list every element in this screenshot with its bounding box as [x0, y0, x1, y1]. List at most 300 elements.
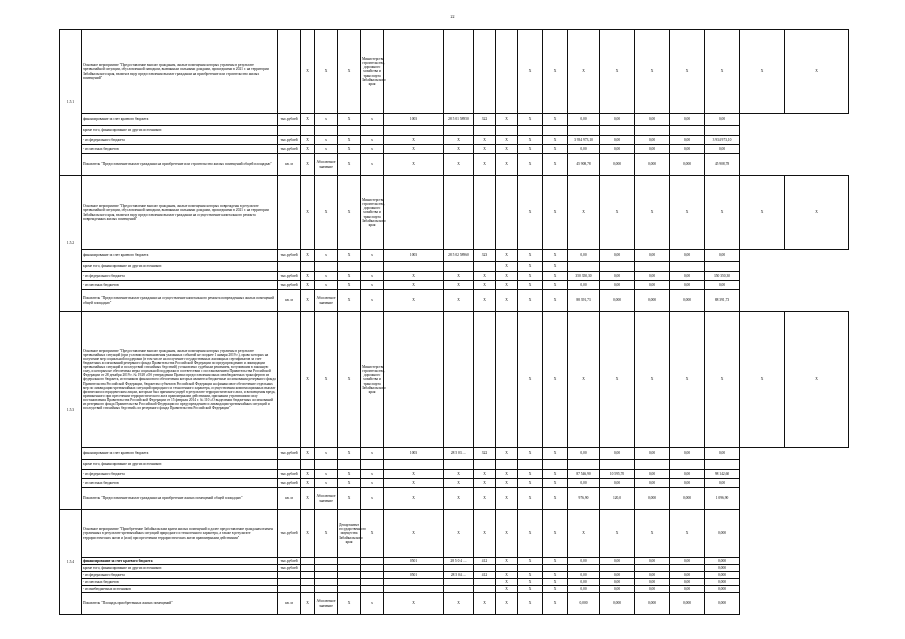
table-cell — [384, 126, 444, 136]
table-cell — [278, 460, 301, 470]
table-cell: 0,00 — [705, 114, 740, 126]
table-cell — [568, 565, 600, 572]
table-cell — [568, 262, 600, 272]
table-cell — [315, 565, 338, 572]
table-cell: X — [518, 488, 543, 510]
table-cell: 0,00 — [670, 250, 705, 262]
table-cell: 0,00 — [635, 250, 670, 262]
table-cell: Департамент государственного имущества Забайкальского края — [338, 510, 361, 558]
table-cell: Абсолютное значение — [315, 488, 338, 510]
table-cell: X — [444, 272, 474, 281]
table-cell: 0,00 — [635, 470, 670, 479]
table-cell: X — [600, 510, 635, 558]
table-cell: X — [518, 176, 543, 250]
table-cell: X — [338, 488, 361, 510]
table-cell — [670, 126, 705, 136]
table-cell: 0,00 — [568, 145, 600, 154]
table-cell: X — [518, 586, 543, 593]
table-cell — [496, 460, 518, 470]
table-cell: X — [568, 510, 600, 558]
row-label-cell: Показатель "Предоставление выплат гражданам на приобретение или строительство жилых помещений общей площадью" — [82, 154, 278, 176]
table-cell: 0,00 — [670, 272, 705, 281]
row-label-cell: - из федерального бюджета — [82, 470, 278, 479]
table-cell — [543, 565, 568, 572]
table-cell: X — [543, 593, 568, 615]
table-cell: 28 5 03 .... — [444, 448, 474, 460]
table-cell: X — [301, 114, 315, 126]
table-cell: X — [543, 479, 568, 488]
table-cell: X — [543, 312, 568, 448]
table-cell: 98 142,60 — [705, 470, 740, 479]
table-row — [60, 281, 849, 290]
table-cell — [444, 579, 474, 586]
table-cell — [705, 460, 740, 470]
table-cell: 0,000 — [705, 593, 740, 615]
table-cell: x — [361, 250, 384, 262]
table-cell: 0,00 — [635, 586, 670, 593]
table-cell: 0,00 — [670, 579, 705, 586]
table-cell — [444, 565, 474, 572]
table-cell: X — [361, 510, 384, 558]
table-cell: X — [384, 290, 444, 312]
table-cell — [444, 126, 474, 136]
table-row — [60, 460, 849, 470]
table-cell: 322 — [474, 448, 496, 460]
table-cell — [278, 579, 301, 586]
table-cell: 10 595,70 — [600, 470, 635, 479]
table-cell: 45 908,78 — [568, 154, 600, 176]
table-cell: X — [338, 448, 361, 460]
table-cell: X — [568, 30, 600, 114]
row-label-cell: Показатель "Предоставление выплат гражданам на осуществление капитального ремонта поврежденных жилых помещений общей площадью" — [82, 290, 278, 312]
table-cell — [338, 558, 361, 565]
table-cell: x — [361, 114, 384, 126]
table-cell: 0,00 — [635, 136, 670, 145]
table-cell: 0,00 — [600, 145, 635, 154]
table-cell — [278, 262, 301, 272]
table-cell: x — [361, 290, 384, 312]
table-cell: 350 350,30 — [705, 272, 740, 281]
table-cell: x — [315, 136, 338, 145]
table-cell: 87 546,90 — [568, 470, 600, 479]
table-row — [60, 176, 849, 250]
table-cell: X — [315, 312, 338, 448]
table-cell: 0501 — [384, 572, 444, 579]
table-cell — [384, 176, 444, 250]
table-cell: x — [361, 479, 384, 488]
table-cell — [301, 558, 315, 565]
table-cell: тыс.рублей — [278, 250, 301, 262]
table-cell: 0,000 — [670, 593, 705, 615]
table-row — [60, 114, 849, 126]
table-cell: X — [338, 312, 361, 448]
table-cell — [301, 565, 315, 572]
table-cell: X — [518, 312, 543, 448]
table-cell — [384, 565, 444, 572]
table-cell: X — [474, 136, 496, 145]
table-cell — [670, 460, 705, 470]
table-cell: 0,00 — [670, 281, 705, 290]
table-cell: X — [496, 250, 518, 262]
table-cell — [338, 126, 361, 136]
table-cell: 0,000 — [635, 593, 670, 615]
table-cell: X — [496, 510, 518, 558]
table-cell — [301, 586, 315, 593]
table-cell: X — [474, 145, 496, 154]
table-cell: X — [670, 510, 705, 558]
table-cell — [496, 176, 518, 250]
table-cell: тыс.рублей — [278, 565, 301, 572]
table-cell: Министерство строительства, дорожного хозяйства и транспорта Забайкальского края — [361, 30, 384, 114]
table-cell — [543, 126, 568, 136]
table-body — [60, 30, 849, 615]
table-row — [60, 262, 849, 272]
table-cell: X — [301, 145, 315, 154]
table-cell: X — [384, 510, 444, 558]
table-cell: X — [384, 154, 444, 176]
table-cell: X — [474, 154, 496, 176]
table-cell — [635, 262, 670, 272]
table-row — [60, 448, 849, 460]
table-cell: X — [384, 145, 444, 154]
table-cell: X — [444, 488, 474, 510]
table-cell: X — [301, 272, 315, 281]
table-row — [60, 250, 849, 262]
table-cell: X — [496, 154, 518, 176]
table-cell: Абсолютное значение — [315, 593, 338, 615]
table-cell: X — [301, 312, 315, 448]
table-cell — [338, 460, 361, 470]
table-cell: X — [705, 30, 740, 114]
table-cell — [278, 176, 301, 250]
table-cell: 0,00 — [568, 281, 600, 290]
table-cell: 0,00 — [568, 579, 600, 586]
row-label-cell: Показатель "Предоставление выплат гражданам на приобретение жилых помещений общей площадью" — [82, 488, 278, 510]
table-cell: X — [338, 281, 361, 290]
table-cell: 0,000 — [600, 290, 635, 312]
table-cell: 0,00 — [705, 281, 740, 290]
table-cell: X — [518, 510, 543, 558]
table-cell: 412 — [474, 572, 496, 579]
table-cell: 0501 — [384, 558, 444, 565]
table-cell — [518, 460, 543, 470]
table-cell — [568, 460, 600, 470]
table-cell: 0,00 — [568, 572, 600, 579]
table-cell: 0,00 — [600, 479, 635, 488]
table-cell: 0,000 — [705, 510, 740, 558]
table-cell — [635, 126, 670, 136]
table-row — [60, 290, 849, 312]
table-cell: X — [474, 290, 496, 312]
table-cell — [338, 565, 361, 572]
table-cell: Абсолютное значение — [315, 290, 338, 312]
table-cell: 0,00 — [670, 586, 705, 593]
table-cell: X — [543, 558, 568, 565]
table-cell — [444, 176, 474, 250]
table-cell: 0,00 — [568, 558, 600, 565]
table-cell — [278, 572, 301, 579]
table-cell: X — [338, 250, 361, 262]
table-cell: X — [444, 154, 474, 176]
table-cell: 45 908,78 — [705, 154, 740, 176]
table-cell — [568, 126, 600, 136]
table-cell — [278, 30, 301, 114]
table-cell: X — [543, 154, 568, 176]
table-cell: X — [518, 593, 543, 615]
table-cell: X — [543, 176, 568, 250]
table-cell — [384, 30, 444, 114]
table-cell: 0,00 — [568, 479, 600, 488]
row-label-cell: - из федерального бюджета — [82, 572, 278, 579]
table-cell: тыс.рублей — [278, 448, 301, 460]
table-cell: x — [315, 470, 338, 479]
table-cell: x — [361, 470, 384, 479]
table-cell: x — [361, 593, 384, 615]
table-cell: 0,00 — [600, 250, 635, 262]
table-cell: тыс.рублей — [278, 145, 301, 154]
table-cell: X — [301, 488, 315, 510]
table-cell: X — [543, 262, 568, 272]
table-cell: 0,00 — [635, 479, 670, 488]
table-cell: тыс.рублей — [278, 114, 301, 126]
row-label-cell: - из местных бюджетов — [82, 281, 278, 290]
table-cell: X — [496, 479, 518, 488]
table-cell: X — [543, 281, 568, 290]
table-cell — [496, 312, 518, 448]
table-cell — [361, 460, 384, 470]
table-cell: 0,00 — [568, 448, 600, 460]
table-cell: X — [338, 593, 361, 615]
table-cell: 0,00 — [600, 558, 635, 565]
table-cell: X — [635, 312, 670, 448]
table-cell: X — [518, 448, 543, 460]
table-cell: X — [543, 586, 568, 593]
table-cell: X — [338, 470, 361, 479]
table-cell: x — [315, 272, 338, 281]
table-cell: X — [444, 145, 474, 154]
table-cell: X — [384, 272, 444, 281]
table-cell: X — [518, 136, 543, 145]
table-cell: 0,00 — [600, 281, 635, 290]
table-cell: 120,0 — [600, 488, 635, 510]
table-cell: X — [301, 448, 315, 460]
table-cell: 0,00 — [600, 136, 635, 145]
table-cell: Министерство строительства, дорожного хозяйства и транспорта Забайкальского края — [361, 312, 384, 448]
table-cell: x — [361, 272, 384, 281]
table-cell: 0,00 — [600, 579, 635, 586]
row-label-cell: финансирование за счет краевого бюджета — [82, 558, 278, 565]
table-cell: X — [543, 510, 568, 558]
table-cell: X — [444, 593, 474, 615]
table-cell: 0,00 — [600, 114, 635, 126]
table-cell — [384, 262, 444, 272]
table-cell: 0,00 — [635, 572, 670, 579]
table-cell: X — [518, 572, 543, 579]
table-cell: X — [384, 470, 444, 479]
table-cell — [315, 558, 338, 565]
table-cell: X — [301, 136, 315, 145]
row-label-cell: финансирование за счет краевого бюджета — [82, 250, 278, 262]
table-cell — [474, 262, 496, 272]
table-cell: 0,00 — [670, 479, 705, 488]
table-cell: X — [496, 136, 518, 145]
table-cell: X — [496, 572, 518, 579]
table-row — [60, 488, 849, 510]
table-cell — [474, 312, 496, 448]
table-cell: X — [518, 250, 543, 262]
table-cell: X — [474, 488, 496, 510]
table-cell: x — [361, 281, 384, 290]
table-cell: 0,00 — [635, 145, 670, 154]
table-cell: X — [474, 510, 496, 558]
table-cell: тыс.рублей — [278, 479, 301, 488]
table-row — [60, 30, 849, 114]
table-cell — [338, 586, 361, 593]
table-cell — [543, 460, 568, 470]
table-row — [60, 579, 849, 586]
table-cell — [496, 30, 518, 114]
table-cell — [384, 586, 444, 593]
table-cell: X — [543, 572, 568, 579]
table-cell — [338, 579, 361, 586]
table-cell: кв. м — [278, 290, 301, 312]
table-cell: X — [543, 30, 568, 114]
table-cell — [315, 579, 338, 586]
table-cell: X — [315, 176, 338, 250]
table-cell — [301, 579, 315, 586]
table-cell: 0,00 — [705, 479, 740, 488]
table-cell: 0,00 — [568, 250, 600, 262]
table-cell: X — [301, 593, 315, 615]
table-cell: x — [315, 479, 338, 488]
row-label-cell: Основное мероприятие "Предоставление выплат гражданам, жилые помещения которых утрачены в результате чрезвычайных ситуаций (при условии возникновения указанных событий не позднее 1 января 2019 г.), право которых на получение мер социальной поддержки (в том числе на получение государственных жилищных сертификатов за счет бюджетных ассигнований резервного фонда Правительства Российской Федерации по предупреждению и ликвидации чрезвычайных ситуаций и последствий стихийных бедствий) установлено судебным решением, вступившим в законную силу, и которым не обеспечены меры социальной поддержки в соответствии с постановлением Правительства Российской Федерации от 28 декабря 2019 г. № 1928 «Об утверждении Правил предоставления иных межбюджетных трансфертов из федерального бюджета, источником финансового обеспечения которых являются бюджетные ассигнования резервного фонда Правительства Российской Федерации, бюджетам субъектов Российской Федерации на финансовое обеспечение отдельных мер по ликвидации чрезвычайных ситуаций природного и техногенного характера, осуществления компенсационных выплат физическим и юридическим лицам, которым был причинен ущерб в результате террористического акта, и возмещения вреда, причиненного при пресечении террористического акта правомерными действиями, признании утратившими силу постановления Правительства Российской Федерации от 15 февраля 2014 г. № 110 «О выделении бюджетных ассигнований из резервного фонда Правительства Российской Федерации по предупреждению и ликвидации чрезвычайных ситуаций и последствий стихийных бедствий» из резервного фонда Правительства Российской Федерации" — [82, 312, 278, 448]
table-cell: 0,00 — [670, 470, 705, 479]
row-label-cell: кроме того, финансирование из других источников: — [82, 262, 278, 272]
table-cell: X — [338, 479, 361, 488]
table-cell: 322 — [474, 114, 496, 126]
table-cell: X — [543, 488, 568, 510]
table-cell: 0,00 — [635, 281, 670, 290]
table-cell: X — [338, 145, 361, 154]
table-cell: X — [301, 510, 315, 558]
table-cell: кв. м — [278, 154, 301, 176]
row-number-cell: 1.5.4 — [60, 510, 82, 615]
table-cell: x — [315, 448, 338, 460]
table-cell: X — [740, 312, 785, 448]
table-cell: тыс.рублей — [278, 281, 301, 290]
table-cell: X — [740, 176, 785, 250]
table-cell — [444, 460, 474, 470]
table-cell: X — [635, 510, 670, 558]
table-cell: 1003 — [384, 250, 444, 262]
table-cell: тыс.рублей — [278, 272, 301, 281]
row-label-cell: - из федерального бюджета — [82, 136, 278, 145]
table-cell: 0,00 — [600, 448, 635, 460]
table-cell — [518, 126, 543, 136]
table-cell: X — [444, 510, 474, 558]
table-cell: X — [338, 30, 361, 114]
table-cell: X — [338, 154, 361, 176]
table-cell — [670, 262, 705, 272]
table-cell: 88 391,73 — [568, 290, 600, 312]
table-cell: X — [543, 579, 568, 586]
table-cell: X — [518, 272, 543, 281]
table-cell — [315, 262, 338, 272]
table-cell: X — [518, 145, 543, 154]
table-cell: X — [785, 30, 849, 114]
table-cell — [384, 579, 444, 586]
table-cell: X — [474, 272, 496, 281]
table-cell — [444, 586, 474, 593]
table-cell: X — [740, 30, 785, 114]
table-cell: X — [600, 30, 635, 114]
table-cell: X — [384, 593, 444, 615]
table-cell — [361, 126, 384, 136]
table-cell — [635, 565, 670, 572]
table-cell: 0,00 — [670, 114, 705, 126]
table-cell: кв. м — [278, 488, 301, 510]
table-row — [60, 136, 849, 145]
table-cell: X — [384, 281, 444, 290]
table-cell: X — [496, 558, 518, 565]
table-cell: x — [315, 281, 338, 290]
table-cell — [361, 565, 384, 572]
table-cell: X — [496, 470, 518, 479]
table-cell: тыс.рублей — [278, 136, 301, 145]
table-cell — [278, 586, 301, 593]
table-cell: X — [496, 593, 518, 615]
table-cell — [474, 579, 496, 586]
table-cell: 28 5 04 .... — [444, 572, 474, 579]
table-cell — [278, 126, 301, 136]
table-cell: 0,000 — [600, 154, 635, 176]
table-cell — [338, 262, 361, 272]
table-row — [60, 572, 849, 579]
row-label-cell: финансирование за счет краевого бюджета — [82, 114, 278, 126]
table-cell: X — [543, 114, 568, 126]
table-cell: 28 5 02 58960 — [444, 250, 474, 262]
table-cell: 0,00 — [705, 448, 740, 460]
table-cell: X — [338, 176, 361, 250]
table-cell: 0,000 — [635, 154, 670, 176]
table-cell: X — [301, 479, 315, 488]
table-cell: 0,00 — [670, 572, 705, 579]
table-cell: X — [496, 272, 518, 281]
table-cell — [444, 30, 474, 114]
table-cell — [315, 460, 338, 470]
table-cell: X — [301, 30, 315, 114]
table-cell: X — [301, 250, 315, 262]
table-cell — [635, 460, 670, 470]
table-cell — [315, 586, 338, 593]
table-cell: X — [496, 586, 518, 593]
table-cell — [384, 312, 444, 448]
row-label-cell: Показатель "Площадь приобретенных жилых помещений" — [82, 593, 278, 615]
table-cell: X — [543, 272, 568, 281]
row-label-cell: кроме того, финансирование из других источников: — [82, 565, 278, 572]
table-cell: x — [361, 136, 384, 145]
table-row — [60, 126, 849, 136]
table-cell — [474, 126, 496, 136]
table-cell: 0,000 — [670, 290, 705, 312]
table-cell — [474, 460, 496, 470]
table-cell: x — [361, 154, 384, 176]
table-cell: 0,00 — [568, 586, 600, 593]
table-cell: 0,000 — [670, 488, 705, 510]
table-cell: 0,00 — [635, 272, 670, 281]
table-cell: X — [444, 479, 474, 488]
table-cell: 0,00 — [635, 579, 670, 586]
